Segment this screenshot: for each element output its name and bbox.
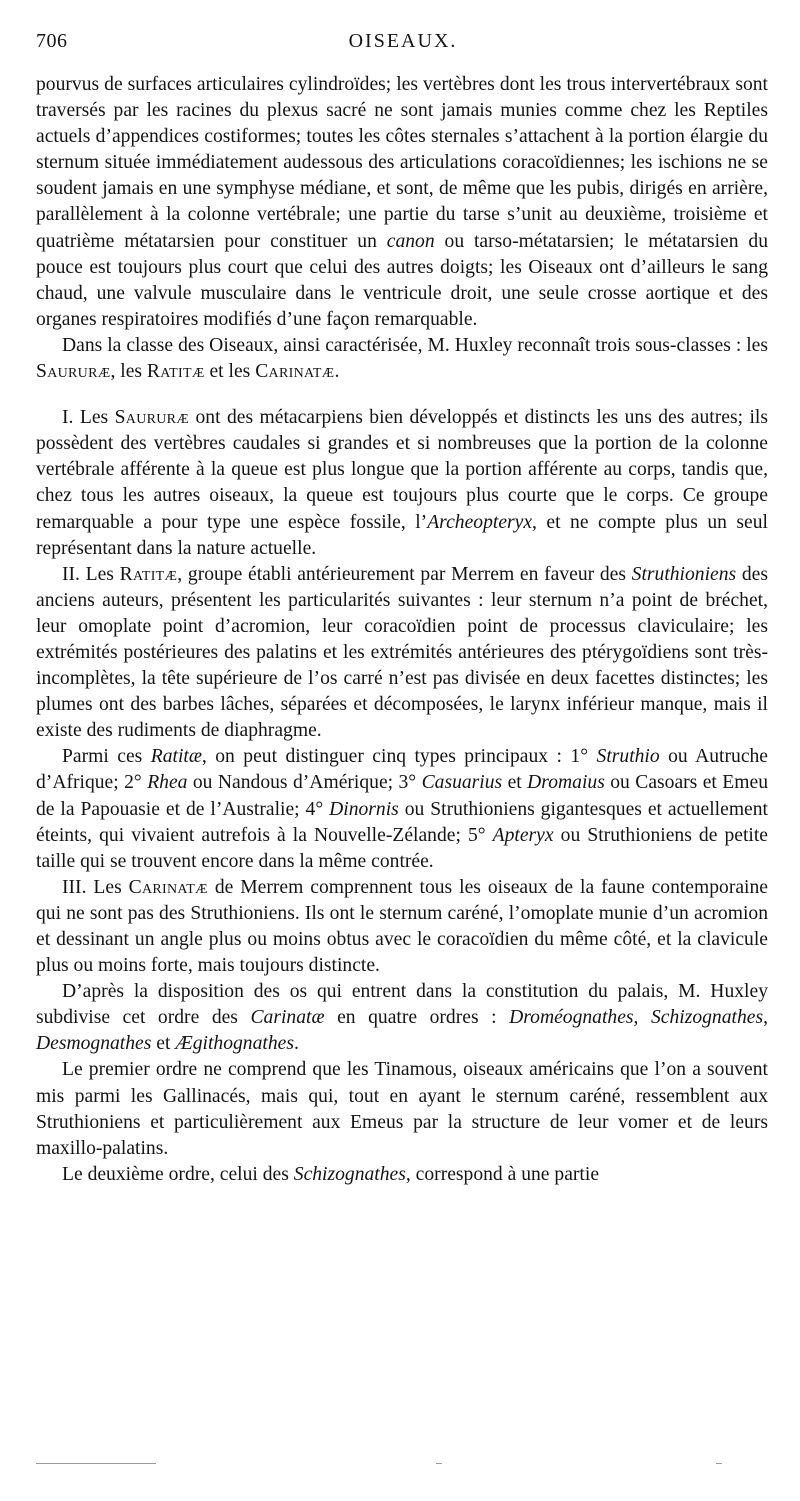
scan-mark (436, 1463, 442, 1464)
text-run: Le premier ordre ne comprend que les Tinamous, oiseaux américains que l’on a souvent mis parmi les Gallinacés, mais qui, tout en ayant le sternum caréné, ressemblent aux Struthioniens et particulièrement aux Emeus par la structure de leur vomer et de leurs maxillo-palatins. (36, 1059, 768, 1159)
paragraph-bird-characters (36, 72, 768, 333)
text-run: de Merrem comprennent tous les oiseaux de la faune contemporaine qui ne sont pas des Struthioniens. Ils ont le sternum caréné, l’omoplate munie d’un acromion et dessinant un angle plus ou moins obtus avec le coracoïdien du même côté, et la clavicule plus ou moins forte, mais toujours distincte. (36, 876, 768, 977)
running-title: OISEAUX. (348, 30, 458, 52)
italic-term: canon (386, 230, 435, 252)
text-run: et les (204, 361, 256, 383)
italic-term: Dinornis (329, 798, 399, 820)
text-run: Parmi ces (62, 746, 151, 768)
smallcaps-term: Carinatæ (128, 876, 208, 898)
scan-mark (716, 1463, 722, 1464)
italic-term: Schizognathes (650, 1007, 764, 1029)
italic-term: Casuarius (421, 772, 503, 794)
italic-term: Rhea (147, 772, 188, 794)
text-run: III. Les (62, 876, 129, 898)
text-run: ont des métacarpiens bien développés et distincts les uns des autres; ils possèdent des vertèbres caudales si grandes et si nombreuses que la portion de la colonne vertébrale afférente à la queue est plus longue que la portion afférente au corps, tandis que, chez tous les autres oiseaux, la queue est toujours plus courte que le corps. Ce groupe remarquable a pour type une espèce fossile, l’ (36, 407, 768, 533)
text-run: ou Struthioniens de petite taille qui se trouvent encore dans la même contrée. (36, 824, 768, 872)
text-run: . (334, 361, 340, 383)
paragraph-subclasses (36, 333, 768, 385)
paragraph-ratitae (36, 562, 768, 745)
text-run: , et ne compte plus un seul représentant dans la nature actuelle. (36, 511, 768, 559)
text-run: . (293, 1033, 299, 1055)
text-run: et (502, 772, 528, 794)
text-run: II. Les (62, 563, 120, 585)
smallcaps-term: Ratitæ (119, 563, 178, 585)
text-run: , (763, 1007, 768, 1029)
text-run: des anciens auteurs, présentent les particularités suivantes : leur sternum n’a point de bréchet, leur omoplate point d’acromion, leur coracoïdien point de processus claviculaire; les extrémités postérieures des palatins et les extrémités antérieures des ptérygoïdiens sont très-incomplètes, la tête supérieure de l’os carré n’est pas divisée en deux facettes distinctes; les plumes ont des barbes lâches, séparées et décomposées, le larynx inférieur manque, mais il existe des rudiments de diaphragme. (36, 563, 768, 742)
text-run: Le deuxième ordre, celui des (62, 1163, 294, 1185)
page-header (36, 30, 770, 58)
italic-term: Ægithognathes (175, 1033, 294, 1055)
italic-term: Struthio (596, 746, 660, 768)
body-text (36, 72, 768, 1188)
paragraph-ratitae-types (36, 744, 768, 874)
paragraph-saururae (36, 405, 768, 562)
text-run: , (633, 1007, 651, 1029)
smallcaps-term: Saururæ (36, 361, 111, 383)
text-run: , on peut distinguer cinq types principaux : 1° (201, 746, 597, 768)
smallcaps-term: Ratitæ (146, 361, 205, 383)
text-run: ou Nandous d’Amérique; 3° (187, 772, 422, 794)
scan-artifact-marks (36, 1463, 736, 1467)
text-run: ou Autruche d’Afrique; 2° (36, 746, 769, 794)
italic-term: Archeopteryx (427, 511, 533, 533)
text-run: I. Les (62, 407, 115, 429)
text-run: en quatre ordres : (324, 1007, 510, 1029)
text-run: ou Struthioniens gigantesques et actuellement éteints, qui vivaient autrefois à la Nouvelle-Zélande; 5° (36, 798, 768, 846)
text-run: Dans la classe des Oiseaux, ainsi caractérisée, M. Huxley reconnaît trois sous-classes : les (62, 334, 768, 356)
italic-term: Apteryx (492, 824, 554, 846)
italic-term: Struthioniens (631, 563, 737, 585)
italic-term: Carinatæ (250, 1007, 325, 1029)
italic-term: Ratitæ (150, 746, 202, 768)
text-run: D’après la disposition des os qui entrent dans la constitution du palais, M. Huxley subdivise cet ordre des (36, 981, 768, 1029)
smallcaps-term: Saururæ (114, 407, 190, 429)
smallcaps-term: Carinatæ (255, 361, 335, 383)
text-run: , groupe établi antérieurement par Merrem en faveur des (177, 563, 632, 585)
text-run: , correspond à une partie (405, 1163, 600, 1185)
text-run: , les (110, 361, 147, 383)
paragraph-palate-orders (36, 979, 768, 1057)
text-run: pourvus de surfaces articulaires cylindroïdes; les vertèbres dont les trous intervertébraux sont traversés par les racines du plexus sacré ne sont jamais munies comme chez les Reptiles actuels d’appendices costiformes; toutes les côtes sternales s’attachent à la portion élargie du sternum située immédiatement audessous des articulations coracoïdiennes; les ischions ne se soudent jamais en une symphyse médiane, et sont, de même que les pubis, dirigés en arrière, parallèlement à la colonne vertébrale; une partie du tarse s’unit au deuxième, troisième et quatrième métatarsien pour constituer un (36, 74, 768, 252)
page-number: 706 (36, 30, 68, 52)
italic-term: Dromaius (527, 772, 605, 794)
text-run: et (151, 1033, 176, 1055)
italic-term: Droméognathes (509, 1007, 634, 1029)
paragraph-carinatae (36, 875, 768, 979)
text-run: ou tarso-métatarsien; le métatarsien du pouce est toujours plus court que celui des autres doigts; les Oiseaux ont d’ailleurs le sang chaud, une valvule musculaire dans le ventricule droit, une seule crosse aortique et des organes respiratoires modifiés d’une façon remarquable. (36, 230, 768, 330)
italic-term: Schizognathes (293, 1163, 406, 1185)
paragraph-second-order (36, 1162, 768, 1188)
text-run: ou Casoars et Emeu de la Papouasie et de l’Australie; 4° (36, 772, 768, 820)
scan-mark (36, 1463, 156, 1464)
italic-term: Desmognathes (36, 1033, 152, 1055)
paragraph-first-order (36, 1057, 768, 1161)
